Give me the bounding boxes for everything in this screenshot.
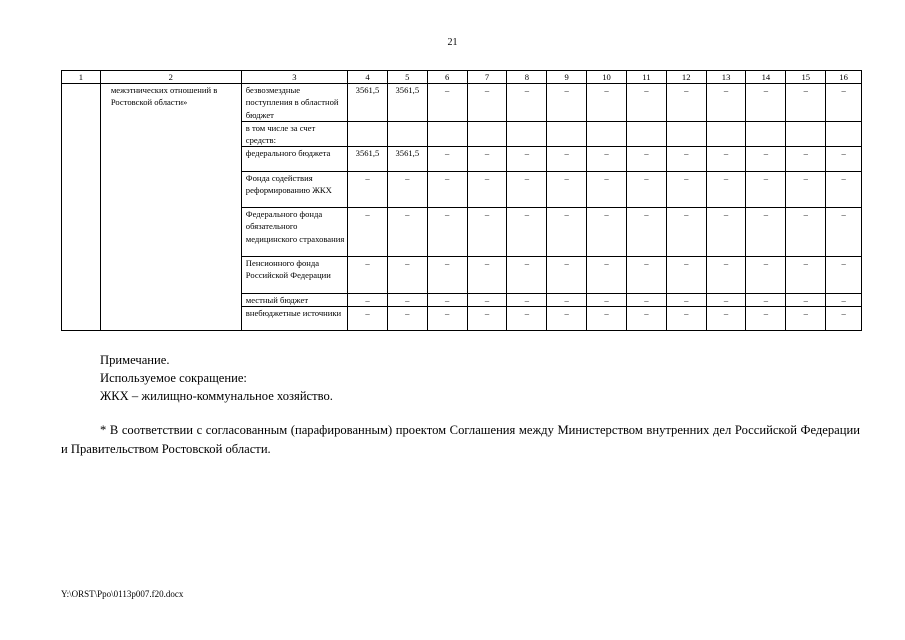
value-cell (626, 121, 666, 146)
value-cell: – (547, 257, 587, 294)
value-cell: – (666, 294, 706, 307)
value-cell: – (786, 257, 826, 294)
value-cell: – (587, 307, 627, 331)
value-cell: – (746, 84, 786, 122)
value-cell: – (387, 172, 427, 208)
value-cell: – (746, 208, 786, 257)
value-cell: – (427, 172, 467, 208)
value-cell: 3561,5 (348, 84, 388, 122)
value-cell: – (706, 172, 746, 208)
column-header: 13 (706, 71, 746, 84)
value-cell: – (746, 172, 786, 208)
column-header: 15 (786, 71, 826, 84)
value-cell (826, 121, 862, 146)
value-cell: – (666, 307, 706, 331)
value-cell: – (826, 147, 862, 172)
value-cell: – (666, 257, 706, 294)
value-cell: – (547, 208, 587, 257)
value-cell: – (427, 208, 467, 257)
value-cell: – (746, 147, 786, 172)
value-cell: – (467, 147, 507, 172)
value-cell: – (587, 208, 627, 257)
value-cell: – (706, 208, 746, 257)
funding-source-label: Фонда содействия реформированию ЖКХ (241, 172, 347, 208)
funding-source-label: безвозмездные поступления в областной бюджет (241, 84, 347, 122)
column-header: 7 (467, 71, 507, 84)
value-cell: – (467, 84, 507, 122)
value-cell (786, 121, 826, 146)
funding-source-label: внебюджетные источники (241, 307, 347, 331)
value-cell: – (746, 257, 786, 294)
column-header: 3 (241, 71, 347, 84)
column-header: 1 (62, 71, 101, 84)
value-cell: 3561,5 (387, 147, 427, 172)
value-cell: 3561,5 (387, 84, 427, 122)
table-row (62, 84, 862, 122)
value-cell: – (626, 84, 666, 122)
value-cell: – (826, 172, 862, 208)
value-cell: – (626, 294, 666, 307)
value-cell: – (427, 147, 467, 172)
column-header: 11 (626, 71, 666, 84)
value-cell: – (626, 172, 666, 208)
value-cell (507, 121, 547, 146)
value-cell: – (467, 257, 507, 294)
table-header-row (62, 71, 862, 84)
value-cell: – (348, 294, 388, 307)
column-header: 2 (100, 71, 241, 84)
value-cell (587, 121, 627, 146)
value-cell (387, 121, 427, 146)
value-cell: – (666, 172, 706, 208)
value-cell: – (348, 172, 388, 208)
value-cell: – (826, 257, 862, 294)
value-cell: – (507, 294, 547, 307)
value-cell: – (348, 208, 388, 257)
value-cell: – (387, 294, 427, 307)
value-cell: – (427, 307, 467, 331)
funding-source-label: местный бюджет (241, 294, 347, 307)
value-cell: – (547, 294, 587, 307)
value-cell: – (507, 307, 547, 331)
value-cell: – (348, 307, 388, 331)
value-cell: – (507, 208, 547, 257)
value-cell: – (467, 307, 507, 331)
value-cell: – (587, 172, 627, 208)
value-cell: – (547, 307, 587, 331)
value-cell: – (826, 84, 862, 122)
value-cell (427, 121, 467, 146)
value-cell: – (786, 208, 826, 257)
column-header: 16 (826, 71, 862, 84)
value-cell: – (706, 84, 746, 122)
column-header: 6 (427, 71, 467, 84)
program-name-cell: межэтнических отношений в Ростовской области» (100, 84, 241, 331)
file-path: Y:\ORST\Ppo\0113p007.f20.docx (61, 589, 184, 599)
funding-source-label: в том числе за счет средств: (241, 121, 347, 146)
funding-source-label: Пенсионного фонда Российской Федерации (241, 257, 347, 294)
value-cell: – (507, 147, 547, 172)
value-cell: – (786, 294, 826, 307)
column-header: 4 (348, 71, 388, 84)
value-cell (666, 121, 706, 146)
value-cell (547, 121, 587, 146)
value-cell: – (786, 307, 826, 331)
column-header: 10 (587, 71, 627, 84)
value-cell: – (387, 208, 427, 257)
value-cell: – (467, 208, 507, 257)
value-cell: – (666, 147, 706, 172)
value-cell: – (427, 294, 467, 307)
value-cell: – (786, 84, 826, 122)
value-cell: 3561,5 (348, 147, 388, 172)
value-cell: – (427, 84, 467, 122)
note-abbreviation-heading: Используемое сокращение: (100, 371, 247, 385)
value-cell (467, 121, 507, 146)
column-header: 12 (666, 71, 706, 84)
value-cell: – (626, 257, 666, 294)
value-cell: – (467, 172, 507, 208)
value-cell (348, 121, 388, 146)
table-body (62, 71, 862, 331)
funding-source-label: федерального бюджета (241, 147, 347, 172)
value-cell: – (826, 208, 862, 257)
value-cell: – (587, 294, 627, 307)
value-cell: – (626, 147, 666, 172)
row-number-cell (62, 84, 101, 331)
value-cell: – (706, 257, 746, 294)
note-abbreviation: ЖКХ – жилищно-коммунальное хозяйство. (100, 389, 333, 403)
value-cell: – (547, 84, 587, 122)
value-cell: – (547, 172, 587, 208)
value-cell: – (826, 307, 862, 331)
value-cell: – (387, 307, 427, 331)
value-cell: – (587, 84, 627, 122)
value-cell: – (706, 147, 746, 172)
value-cell: – (746, 294, 786, 307)
value-cell: – (706, 307, 746, 331)
value-cell: – (427, 257, 467, 294)
value-cell: – (826, 294, 862, 307)
value-cell: – (467, 294, 507, 307)
value-cell: – (507, 257, 547, 294)
notes (100, 351, 333, 405)
value-cell: – (387, 257, 427, 294)
column-header: 9 (547, 71, 587, 84)
value-cell: – (587, 257, 627, 294)
value-cell: – (786, 172, 826, 208)
value-cell: – (786, 147, 826, 172)
column-header: 8 (507, 71, 547, 84)
column-header: 5 (387, 71, 427, 84)
value-cell: – (626, 307, 666, 331)
value-cell: – (587, 147, 627, 172)
value-cell: – (706, 294, 746, 307)
footnote: * В соответствии с согласованным (парафированным) проектом Соглашения между Министерством внутренних дел Российской Федерации и Правительством Ростовской области. (61, 423, 860, 456)
funding-source-label: Федерального фонда обязательного медицинского страхования (241, 208, 347, 257)
value-cell (746, 121, 786, 146)
value-cell: – (507, 84, 547, 122)
budget-table (61, 70, 862, 331)
value-cell: – (626, 208, 666, 257)
note-title: Примечание. (100, 353, 170, 367)
value-cell: – (666, 208, 706, 257)
value-cell: – (348, 257, 388, 294)
column-header: 14 (746, 71, 786, 84)
value-cell: – (666, 84, 706, 122)
value-cell: – (547, 147, 587, 172)
value-cell (706, 121, 746, 146)
value-cell: – (507, 172, 547, 208)
page-number: 21 (447, 37, 458, 48)
value-cell: – (746, 307, 786, 331)
